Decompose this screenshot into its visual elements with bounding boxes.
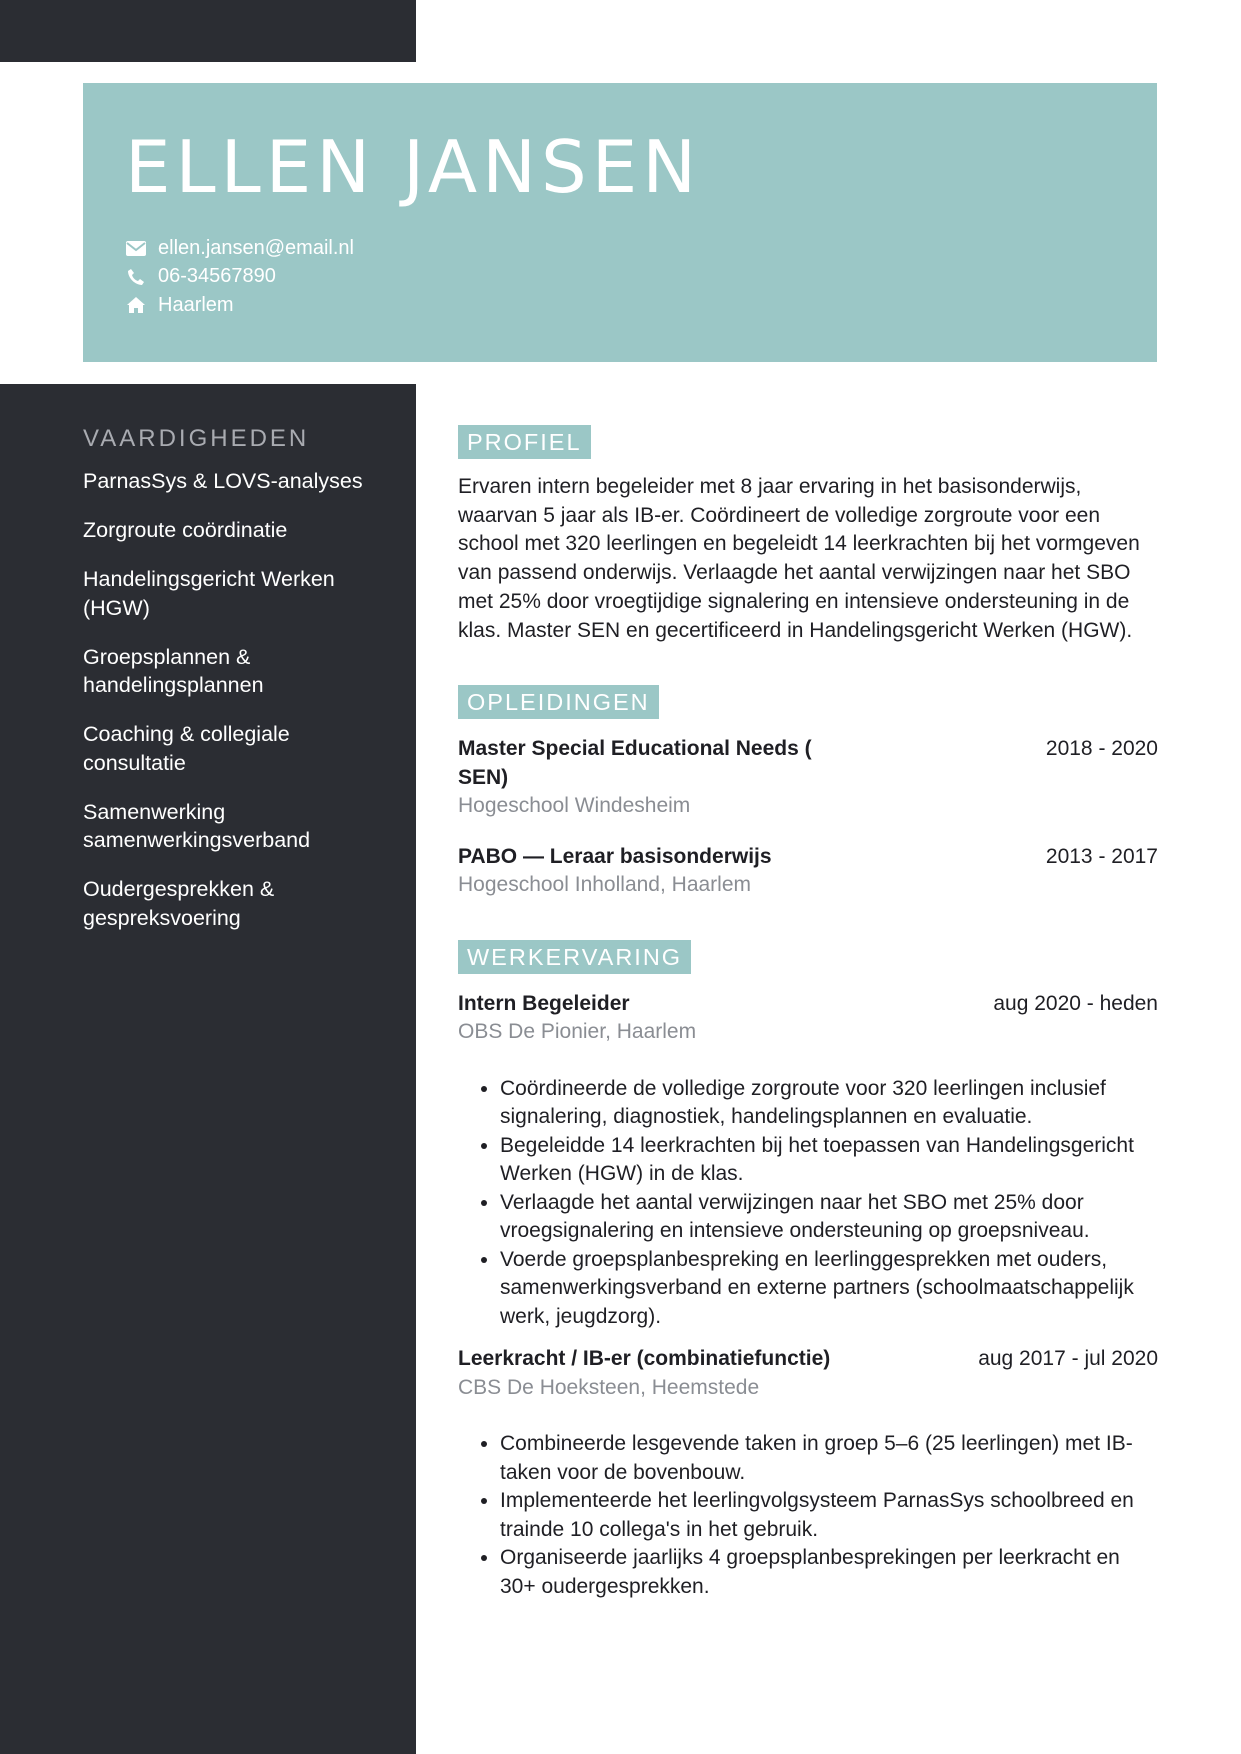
skill-item: Handelingsgericht Werken (HGW): [83, 567, 335, 620]
bullet-item: • Combineerde lesgevende taken in groep 5–6 (25 leerlingen) met IB-taken voor de bovenbouw.: [500, 1430, 1158, 1487]
city-text: Haarlem: [158, 293, 234, 316]
bullet-item: • Verlaagde het aantal verwijzingen naar het SBO met 25% door vroegsignalering en intensieve ondersteuning op groepsniveau.: [500, 1189, 1158, 1246]
education-title: PABO — Leraar basisonderwijs: [458, 844, 772, 868]
phone-text: 06-34567890: [158, 265, 276, 288]
job-entry: [458, 1345, 1158, 1402]
home-icon: [125, 295, 146, 316]
candidate-name: ELLEN JANSEN: [125, 125, 702, 209]
skill-item: ParnasSys & LOVS-analyses: [83, 469, 363, 493]
contact-list: [125, 234, 354, 320]
header-banner: [83, 83, 1157, 362]
job-entry: [458, 990, 1158, 1047]
contact-city: [125, 291, 354, 320]
skill-item: Groepsplannen & handelingsplannen: [83, 644, 264, 697]
envelope-icon: [125, 238, 146, 259]
skill-item: Coaching & collegiale consultatie: [83, 722, 290, 775]
bullet-item: • Voerde groepsplanbespreking en leerlinggesprekken met ouders, samenwerkingsverband en externe partners (schoolmaatschappelijk werk, jeugdzorg).: [500, 1246, 1158, 1332]
experience-section: [458, 940, 1158, 1602]
education-school: Hogeschool Windesheim: [458, 794, 691, 818]
email-text: ellen.jansen@email.nl: [158, 236, 354, 259]
skill-item: Samenwerking samenwerkingsverband: [83, 799, 311, 852]
skills-section: [83, 425, 393, 953]
profile-section: [458, 425, 1158, 645]
profile-heading: PROFIEL: [458, 425, 591, 459]
contact-phone[interactable]: [125, 263, 354, 292]
bullet-item: • Organiseerde jaarlijks 4 groepsplanbesprekingen per leerkracht en 30+ oudergesprekken.: [500, 1544, 1158, 1601]
main-content: [458, 425, 1158, 1601]
job-period: aug 2017 - jul 2020: [978, 1347, 1158, 1371]
skill-item: Oudergesprekken & gespreksvoering: [83, 877, 275, 930]
education-section: [458, 685, 1158, 900]
education-entry: [458, 843, 1158, 900]
job-title: Leerkracht / IB-er (combinatiefunctie): [458, 1347, 831, 1371]
skills-title: VAARDIGHEDEN: [83, 425, 310, 452]
profile-text: Ervaren intern begeleider met 8 jaar ervaring in het basisonderwijs, waarvan 5 jaar als IB-er. Coördineert de volledige zorgroute voor een school met 320 leerlingen en begeleidt 14 leerkrachten bij het vormgeven van passend onderwijs. Verlaagde het aantal verwijzingen naar het SBO met 25% door vroegtijdige signalering en intensieve ondersteuning in de klas. Master SEN en gecertificeerd in Handelingsgericht Werken (HGW).: [458, 475, 1140, 642]
sidebar-top-band: [0, 0, 416, 62]
experience-heading: WERKERVARING: [458, 940, 691, 974]
job-bullets: [458, 1075, 1158, 1332]
bullet-item: • Coördineerde de volledige zorgroute voor 320 leerlingen inclusief signalering, diagnostiek, handelingsplannen en evaluatie.: [500, 1075, 1158, 1132]
job-employer: CBS De Hoeksteen, Heemstede: [458, 1375, 760, 1399]
education-heading: OPLEIDINGEN: [458, 685, 659, 719]
phone-icon: [125, 266, 146, 287]
contact-email[interactable]: [125, 234, 354, 263]
education-title: Master Special Educational Needs ( SEN): [458, 737, 812, 789]
education-school: Hogeschool Inholland, Haarlem: [458, 873, 752, 897]
education-entry: [458, 735, 1158, 821]
skill-item: Zorgroute coördinatie: [83, 518, 288, 542]
job-employer: OBS De Pionier, Haarlem: [458, 1020, 697, 1044]
bullet-item: • Implementeerde het leerlingvolgsysteem ParnasSys schoolbreed en trainde 10 collega's in het gebruik.: [500, 1487, 1158, 1544]
job-period: aug 2020 - heden: [993, 991, 1158, 1015]
bullet-item: • Begeleidde 14 leerkrachten bij het toepassen van Handelingsgericht Werken (HGW) in de klas.: [500, 1132, 1158, 1189]
job-bullets: [458, 1430, 1158, 1601]
education-period: 2018 - 2020: [1045, 737, 1158, 761]
job-title: Intern Begeleider: [458, 991, 630, 1015]
education-period: 2013 - 2017: [1045, 844, 1158, 868]
